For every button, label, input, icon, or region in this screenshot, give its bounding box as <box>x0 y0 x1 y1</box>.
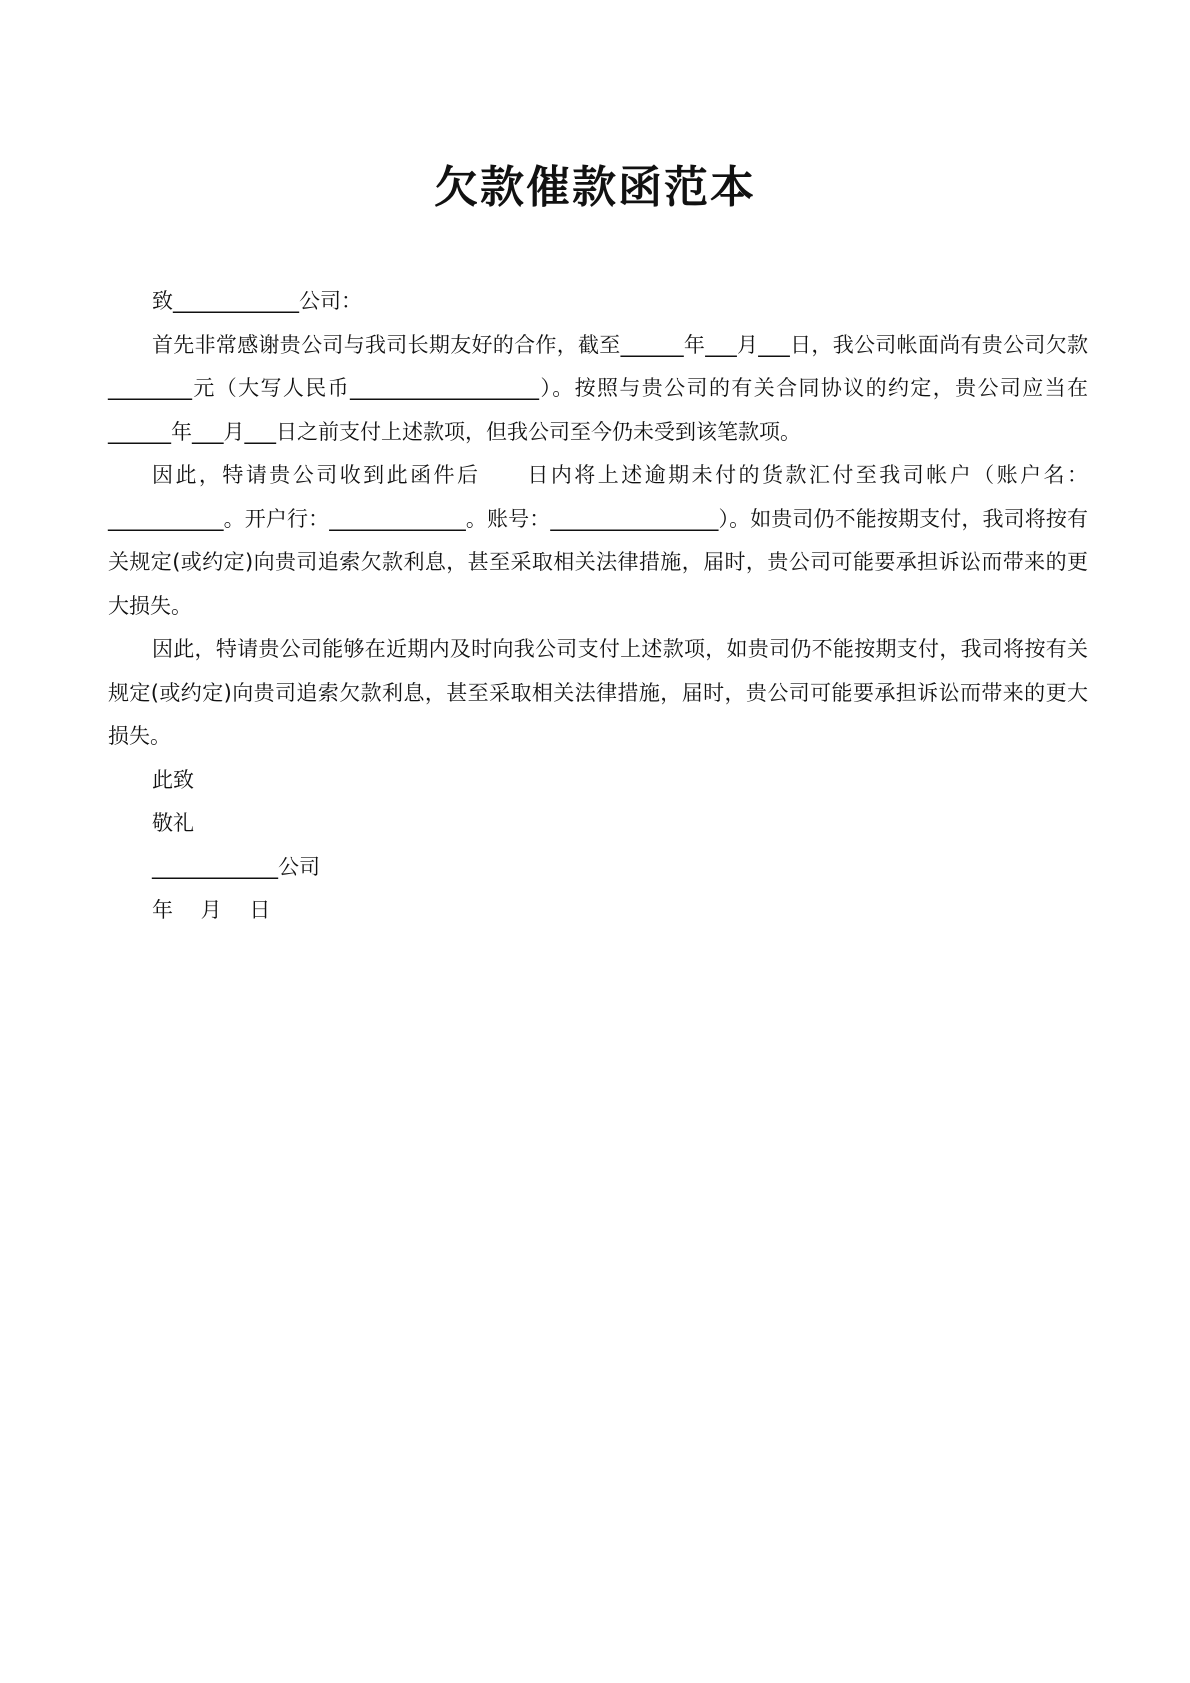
document-body <box>108 280 1088 933</box>
paragraph-3: 因此，特请贵公司能够在近期内及时向我公司支付上述款项，如贵司仍不能按期支付，我司将按有关规定(或约定)向贵司追索欠款利息，甚至采取相关法律措施，届时，贵公司可能要承担诉讼而带来的更大损失。 <box>108 637 1088 748</box>
salutation: 致____________公司： <box>152 289 362 313</box>
closing-greeting: 此致 <box>152 767 194 792</box>
document-title: 欠款催款函范本 <box>434 162 756 213</box>
signature-company: ____________公司 <box>152 854 320 879</box>
paragraph-1: 首先非常感谢贵公司与我司长期友好的合作，截至______年___月___日，我公司帐面尚有贵公司欠款________元（大写人民币__________________）。按照与贵公司的有关合同协议的约定，贵公司应当在______年___月___日之前支付上述款项，但我公司至今仍未受到该笔款项。 <box>108 332 1088 444</box>
paragraph-2: 因此，特请贵公司收到此函件后 日内将上述逾期未付的货款汇付至我司帐户（账户名：___________。开户行：_____________。账号：________________）。如贵司仍不能按期支付，我司将按有关规定(或约定)向贵司追索欠款利息，甚至采取相关法律措施，届时，贵公司可能要承担诉讼而带来的更大损失。 <box>108 463 1088 618</box>
closing-regards: 敬礼 <box>152 811 194 835</box>
date-line: 年 月 日 <box>152 898 271 922</box>
